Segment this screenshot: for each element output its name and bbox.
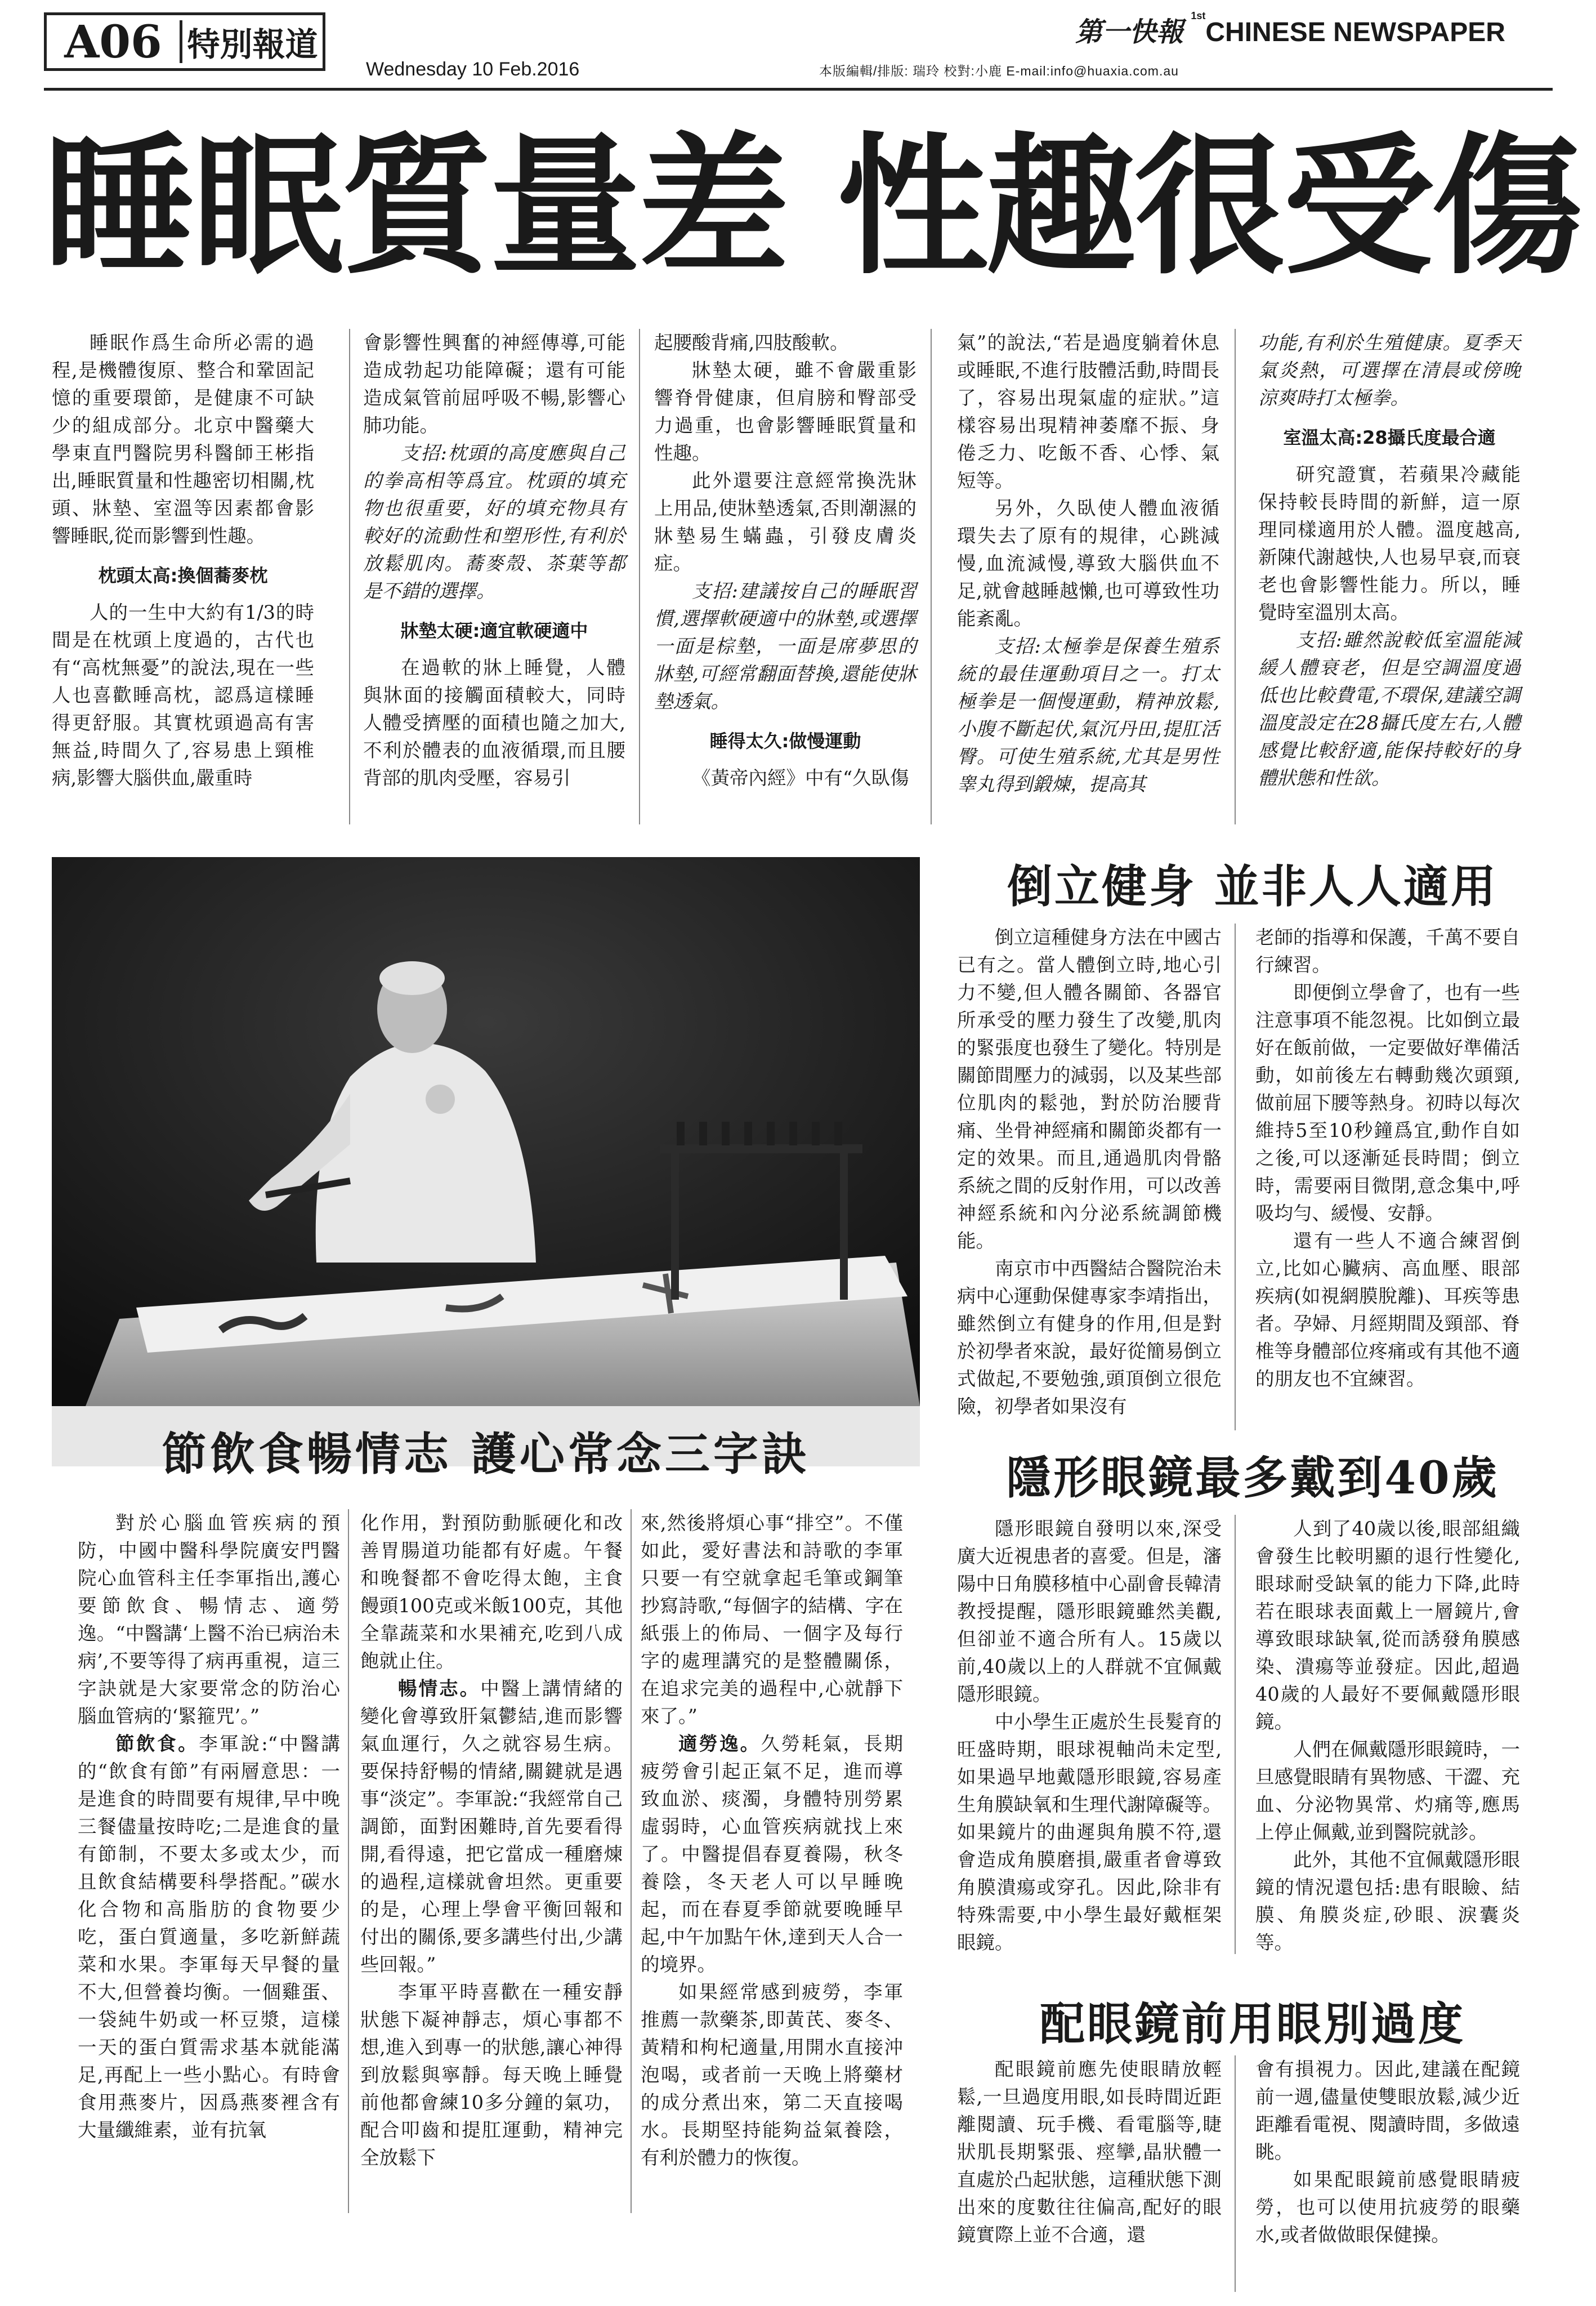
main-headline: 睡眠質量差 性趣很受傷 xyxy=(44,119,1581,295)
handstand-paragraph: 即便倒立學會了，也有一些注意事項不能忽視。比如倒立最好在飯前做，一定要做好準備活動，如前後左右轉動幾次頭頸,做前屈下腰等熱身。初時以每次維持5至10秒鐘爲宜,動作自如之後,可以逐漸延長時間；倒立時，需要兩目微閉,意念集中,呼吸均勻、緩慢、安靜。 xyxy=(1255,982,1520,1224)
diet-col-3 xyxy=(641,1509,903,2171)
sleep-paragraph: 睡眠作爲生命所必需的過程,是機體復原、整合和鞏固記憶的重要環節，是健康不可缺少的組成部分。北京中醫藥大學東直門醫院男科醫師王彬指出,睡眠質量和性趣密切相關,枕頭、牀墊、室溫等因素都會影響睡眠,從而影響到性趣。 xyxy=(52,332,314,547)
diet-text: 久勞耗氣，長期疲勞會引起正氣不足，進而導致血淤、痰濁，身體特別勞累虛弱時，心血管疾病就找上來了。中醫提倡春夏養陽，秋冬養陰，冬天老人可以早睡晚起，而在春夏季節就要晚睡早起,中午加點午休,達到天人合一的境界。 xyxy=(641,1733,904,1975)
sleep-subhead: 枕頭太高:換個蕎麥枕 xyxy=(98,565,268,586)
diet-lead: 節飲食。 xyxy=(115,1733,199,1755)
contact-lens-article-title: 隱形眼鏡最多戴到40歲 xyxy=(1006,1451,1499,1504)
sleep-paragraph: 功能,有利於生殖健康。夏季天氣炎熱，可選擇在清晨或傍晚涼爽時打太極拳。 xyxy=(1258,332,1521,409)
column-rule xyxy=(639,329,640,824)
glasses-col-1 xyxy=(957,2055,1222,2249)
diet-text: 中醫上講情緒的變化會導致肝氣鬱結,進而影響氣血運行，久之就容易生病。要保持舒暢的情緒,關鍵就是遇事“淡定”。李軍說:“我經常自己調節，面對困難時,首先要看得開,看得遠，把它當成一種磨煉的過程,這樣就會坦然。更重要的是，心理上學會平衡回報和付出的關係,要多講些付出,少講些回報。” xyxy=(360,1678,623,1975)
newspaper-name xyxy=(1075,10,1505,49)
handstand-paragraph: 南京市中西醫結合醫院治未病中心運動保健專家李靖指出，雖然倒立有健身的作用,但是對於初學者來說，最好從簡易倒立式做起,不要勉強,頭頂倒立很危險，初學者如果沒有 xyxy=(957,1257,1222,1417)
contact-lens-paragraph: 中小學生正處於生長髮育的旺盛時期，眼球視軸尚未定型,如果過早地戴隱形眼鏡,容易產生角膜缺氧和生理代謝障礙等。如果鏡片的曲遲與角膜不符,還會造成角膜磨損,嚴重者會導致角膜潰瘍或穿孔。因此,除非有特殊需要,中小學生最好戴框架眼鏡。 xyxy=(957,1711,1222,1953)
newspaper-logo: 第一快報 xyxy=(1075,16,1184,48)
sleep-col-2 xyxy=(363,329,625,792)
section-name: 特別報道 xyxy=(187,25,318,64)
sleep-paragraph: 牀墊太硬，雖不會嚴重影響脊骨健康，但肩膀和臀部受力過重，也會影響睡眠質量和性趣。 xyxy=(654,359,917,464)
section-code: A06 xyxy=(64,15,162,68)
handstand-col-2 xyxy=(1255,924,1520,1393)
diet-col-1 xyxy=(78,1509,340,2144)
sleep-subhead: 室溫太高:28攝氏度最合適 xyxy=(1283,427,1496,448)
column-rule xyxy=(1235,924,1236,1430)
contact-lens-paragraph: 此外，其他不宜佩戴隱形眼鏡的情況還包括:患有眼瞼、結膜、角膜炎症,砂眼、淚囊炎等。 xyxy=(1255,1849,1520,1953)
issue-date: Wednesday 10 Feb.2016 xyxy=(366,59,580,80)
diet-text: 李軍說:“中醫講的“飲食有節”有兩層意思：一是進食的時間要有規律,早中晚三餐儘量按時吃;二是進食的量有節制，不要太多或太少，而且飲食結構要科學搭配。”碳水化合物和高脂肪的食物要少吃，蛋白質適量，多吃新鮮蔬菜和水果。李軍每天早餐的量不大,但營養均衡。一個雞蛋、一袋純牛奶或一杯豆漿，這樣一天的蛋白質需求基本就能滿足,再配上一些小點心。有時會食用燕麥片，因爲燕麥裡含有大量纖維素，並有抗氧 xyxy=(78,1733,340,2141)
column-rule xyxy=(349,329,350,824)
diet-article-title: 節飲食暢情志 護心常念三字訣 xyxy=(162,1428,810,1480)
diet-paragraph: 來,然後將煩心事“排空”。不僅如此，愛好書法和詩歌的李軍只要一有空就拿起毛筆或鋼筆抄寫詩歌,“每個字的結構、字在紙張上的佈局、一個字及每行字的處理講究的是整體關係，在追求完美的過程中,心就靜下來了。” xyxy=(641,1512,903,1727)
sleep-tip: 支招:雖然說較低室溫能減緩人體衰老，但是空調溫度過低也比較費電,不環保,建議空調溫度設定在28攝氏度左右,人體感覺比較舒適,能保持較好的身體狀態和性欲。 xyxy=(1258,629,1521,789)
sleep-col-3 xyxy=(654,329,917,792)
glasses-paragraph: 會有損視力。因此,建議在配鏡前一週,儘量使雙眼放鬆,減少近距離看電視、閱讀時間，多做遠眺。 xyxy=(1255,2058,1520,2163)
calligraphy-photo xyxy=(52,857,920,1406)
column-rule xyxy=(1235,2055,1236,2292)
handstand-paragraph: 還有一些人不適合練習倒立,比如心臟病、高血壓、眼部疾病(如視網膜脫離)、耳疾等患者。孕婦、月經期間及頸部、脊椎等身體部位疼痛或有其他不適的朋友也不宜練習。 xyxy=(1255,1230,1520,1390)
sleep-paragraph: 此外還要注意經常換洗牀上用品,使牀墊透氣,否則潮濕的牀墊易生蟎蟲，引發皮膚炎症。 xyxy=(654,470,917,574)
sleep-paragraph: 人的一生中大約有1/3的時間是在枕頭上度過的，古代也有“高枕無憂”的說法,現在一些人也喜歡睡高枕，認爲這樣睡得更舒服。其實枕頭過高有害無益,時間久了,容易患上頸椎病,影響大腦供血,嚴重時 xyxy=(52,601,314,789)
diet-lead: 適勞逸。 xyxy=(678,1733,761,1755)
diet-paragraph: 李軍平時喜歡在一種安靜狀態下凝神靜志，煩心事都不想,進入到專一的狀態,讓心神得到放鬆與寧靜。每天晚上睡覺前他都會練10多分鐘的氣功，配合叩齒和提肛運動，精神完全放鬆下 xyxy=(360,1981,623,2169)
diet-lead: 暢情志。 xyxy=(398,1678,481,1700)
sleep-tip: 支招:太極拳是保養生殖系統的最佳運動項目之一。打太極拳是一個慢運動，精神放鬆,小腹不斷起伏,氣沉丹田,提肛活臀。可使生殖系統,尤其是男性睾丸得到鍛煉，提高其 xyxy=(957,635,1219,795)
glasses-paragraph: 如果配眼鏡前感覺眼睛疲勞，也可以使用抗疲勞的眼藥水,或者做做眼保健操。 xyxy=(1255,2169,1520,2246)
diet-paragraph: 化作用，對預防動脈硬化和改善胃腸道功能都有好處。午餐和晚餐都不會吃得太飽，主食饅頭100克或米飯100克，其他全靠蔬菜和水果補充,吃到八成飽就止住。 xyxy=(360,1512,623,1672)
handstand-paragraph: 老師的指導和保護，千萬不要自行練習。 xyxy=(1255,926,1520,976)
diet-paragraph xyxy=(360,1675,623,1978)
sleep-tip: 支招:枕頭的高度應與自己的拳高相等爲宜。枕頭的填充物也很重要，好的填充物具有較好的流動性和塑形性,有利於放鬆肌肉。蕎麥殼、茶葉等都是不錯的選擇。 xyxy=(363,442,625,602)
contact-lens-paragraph: 人們在佩戴隱形眼鏡時，一旦感覺眼睛有異物感、干澀、充血、分泌物異常、灼痛等,應馬上停止佩戴,並到醫院就診。 xyxy=(1255,1738,1520,1843)
handstand-article-title: 倒立健身 並非人人適用 xyxy=(1007,860,1498,913)
column-rule xyxy=(1235,329,1236,824)
sleep-paragraph: 另外，久臥使人體血液循環失去了原有的規律，心跳減慢,血流減慢,導致大腦供血不足,就會越睡越懶,也可導致性功能紊亂。 xyxy=(957,497,1219,630)
glasses-paragraph: 配眼鏡前應先使眼睛放輕鬆,一旦過度用眼,如長時間近距離閱讀、玩手機、看電腦等,睫狀肌長期緊張、痙攣,晶狀體一直處於凸起狀態，這種狀態下測出來的度數往往偏高,配好的眼鏡實際上並不合適，還 xyxy=(957,2058,1222,2246)
diet-paragraph: 如果經常感到疲勞，李軍推薦一款藥茶,即黃芪、麥冬、黃精和枸杞適量,用開水直接沖泡喝，或者前一天晚上將藥材的成分煮出來，第二天直接喝水。長期堅持能夠益氣養陰，有利於體力的恢復。 xyxy=(641,1981,903,2169)
sleep-col-1 xyxy=(52,329,314,792)
section-label xyxy=(44,12,325,71)
diet-col-2 xyxy=(360,1509,623,2171)
newspaper-english: CHINESE NEWSPAPER xyxy=(1205,17,1505,47)
sleep-col-5 xyxy=(1258,329,1521,792)
sleep-tip: 支招:建議按自己的睡眠習慣,選擇軟硬適中的牀墊,或選擇一面是棕墊，一面是席夢思的牀墊,可經常翻面替換,還能使牀墊透氣。 xyxy=(654,580,917,712)
sleep-paragraph: 起腰酸背痛,四肢酸軟。 xyxy=(654,332,849,354)
diet-paragraph xyxy=(641,1730,903,1978)
sleep-paragraph: 會影響性興奮的神經傳導,可能造成勃起功能障礙；還有可能造成氣管前屈呼吸不暢,影響心肺功能。 xyxy=(363,332,625,436)
handstand-paragraph: 倒立這種健身方法在中國古已有之。當人體倒立時,地心引力不變,但人體各關節、各器官所承受的壓力發生了改變,肌肉的緊張度也發生了變化。特別是關節間壓力的減弱，以及某些部位肌肉的鬆弛，對於防治腰背痛、坐骨神經痛和關節炎都有一定的效果。而且,通過肌肉骨骼系統之間的反射作用，可以改善神經系統和內分泌系統調節機能。 xyxy=(957,926,1222,1252)
column-rule xyxy=(348,1509,349,2213)
glasses-article-title: 配眼鏡前用眼別過度 xyxy=(1040,1997,1465,2050)
sleep-paragraph: 氣”的說法,“若是過度躺着休息或睡眠,不進行肢體活動,時間長了，容易出現氣虛的症狀。”這樣容易出現精神萎靡不振、身倦乏力、吃飯不香、心悸、氣短等。 xyxy=(957,332,1219,492)
sleep-subhead: 牀墊太硬:適宜軟硬適中 xyxy=(400,620,588,641)
sleep-col-4 xyxy=(957,329,1219,798)
contact-lens-col-1 xyxy=(957,1515,1222,1956)
column-rule xyxy=(631,1509,632,2213)
editor-credits: 本版編輯/排版: 瑞玲 校對:小鹿 E-mail:info@huaxia.com.au xyxy=(819,64,1179,78)
diet-paragraph: 對於心腦血管疾病的預防，中國中醫科學院廣安門醫院心血管科主任李軍指出,護心要節飲食、暢情志、適勞逸。“中醫講‘上醫不治已病治未病’,不要等得了病再重視，這三字訣就是大家要常念的防治心腦血管病的‘緊箍咒’。” xyxy=(78,1512,340,1727)
column-rule xyxy=(1235,1515,1236,1954)
calligraphy-photo-art xyxy=(52,857,920,1406)
newspaper-mark: 1st xyxy=(1191,10,1206,21)
glasses-col-2 xyxy=(1255,2055,1520,2249)
contact-lens-col-2 xyxy=(1255,1515,1520,1956)
sleep-paragraph: 在過軟的牀上睡覺，人體與牀面的接觸面積較大，同時人體受擠壓的面積也隨之加大,不利於體表的血液循環,而且腰背部的肌肉受壓，容易引 xyxy=(363,657,625,789)
contact-lens-paragraph: 人到了40歲以後,眼部組織會發生比較明顯的退行性變化,眼球耐受缺氧的能力下降,此時若在眼球表面戴上一層鏡片,會導致眼球缺氧,從而誘發角膜感染、潰瘍等並發症。因此,超過40歲的人最好不要佩戴隱形眼鏡。 xyxy=(1255,1518,1520,1733)
column-rule xyxy=(931,329,932,824)
diet-paragraph xyxy=(78,1730,340,2144)
sleep-paragraph: 研究證實，若蘋果冷藏能保持較長時間的新鮮，這一原理同樣適用於人體。溫度越高,新陳代謝越快,人也易早衰,而衰老也會影響性能力。所以，睡覺時室溫別太高。 xyxy=(1258,463,1521,623)
masthead-rule xyxy=(44,88,1553,91)
handstand-col-1 xyxy=(957,924,1222,1420)
sleep-paragraph: 《黃帝內經》中有“久臥傷 xyxy=(692,767,909,789)
sleep-subhead: 睡得太久:做慢運動 xyxy=(709,730,861,752)
contact-lens-paragraph: 隱形眼鏡自發明以來,深受廣大近視患者的喜愛。但是，瀋陽中日角膜移植中心副會長韓清教授提醒，隱形眼鏡雖然美觀,但卻並不適合所有人。15歲以前,40歲以上的人群就不宜佩戴隱形眼鏡。 xyxy=(957,1518,1222,1705)
